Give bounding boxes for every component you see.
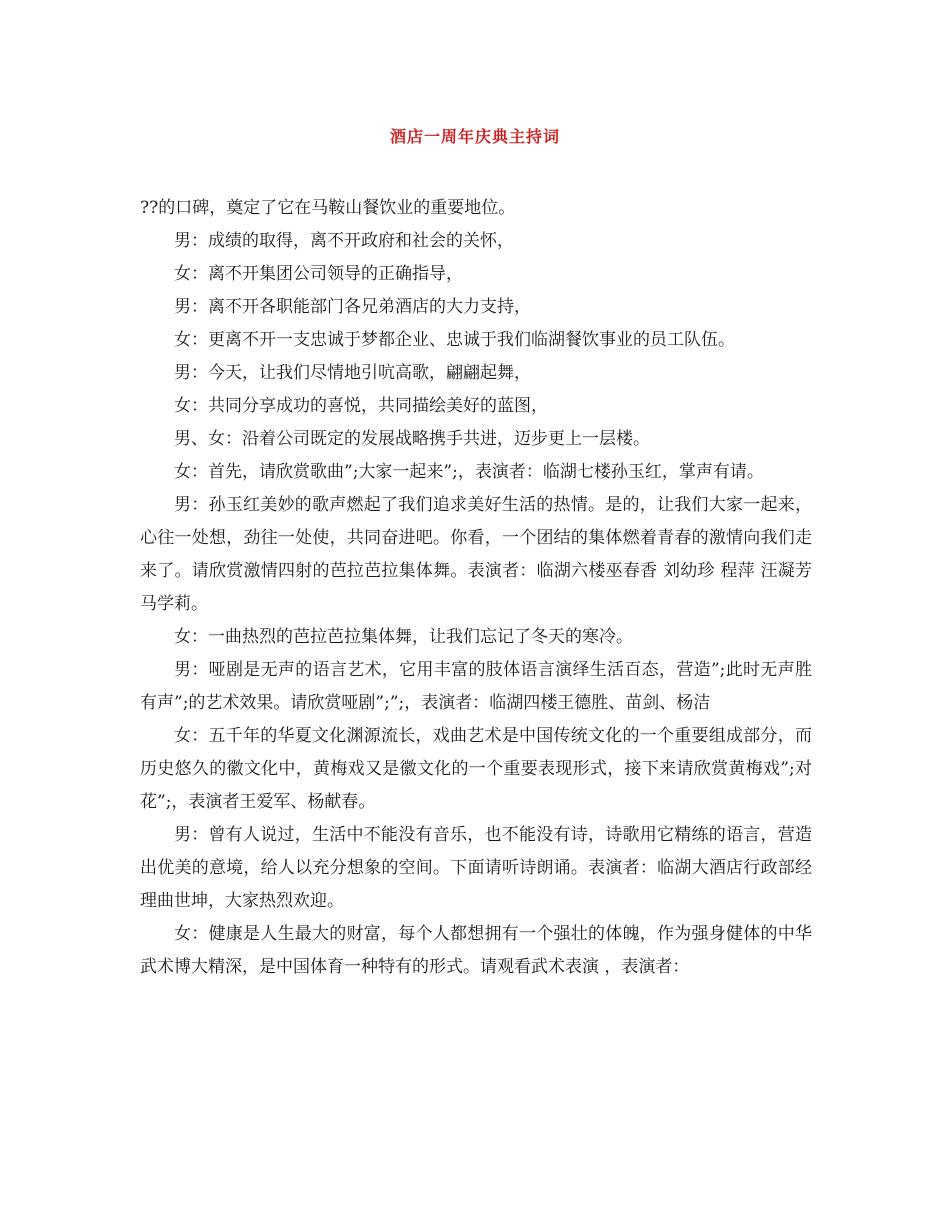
paragraph-15: 女：健康是人生最大的财富，每个人都想拥有一个强壮的体魄，作为强身健体的中华武术博大精深，是中国体育一种特有的形式。请观看武术表演 ，表演者： — [140, 924, 812, 977]
paragraph-1: ??的口碑，奠定了它在马鞍山餐饮业的重要地位。 — [140, 198, 516, 218]
document-title: 酒店一周年庆典主持词 — [389, 127, 560, 146]
paragraph-4: 男：离不开各职能部门各兄弟酒店的大力支持， — [174, 297, 531, 317]
paragraph-11: 女：一曲热烈的芭拉芭拉集体舞，让我们忘记了冬天的寒冷。 — [174, 627, 633, 647]
paragraph-12: 男：哑剧是无声的语言艺术，它用丰富的肢体语言演绎生活百态，营造”;此时无声胜有声”;的艺术效果。请欣赏哑剧”;”;，表演者：临湖四楼王德胜、苗剑、杨洁 — [140, 660, 812, 713]
paragraph-5: 女：更离不开一支忠诚于梦都企业、忠诚于我们临湖餐饮事业的员工队伍。 — [174, 330, 735, 350]
paragraph-13: 女：五千年的华夏文化渊源流长，戏曲艺术是中国传统文化的一个重要组成部分，而历史悠久的徽文化中，黄梅戏又是徽文化的一个重要表现形式，接下来请欣赏黄梅戏”;对花”;，表演者王爱军、杨献春。 — [140, 726, 812, 812]
paragraph-2: 男：成绩的取得，离不开政府和社会的关怀， — [174, 231, 514, 251]
paragraph-10: 男：孙玉红美妙的歌声燃起了我们追求美好生活的热情。是的，让我们大家一起来，心往一处想，劲往一处使，共同奋进吧。你看，一个团结的集体燃着青春的激情向我们走来了。请欣赏激情四射的芭拉芭拉集体舞。表演者：临湖六楼巫春香 刘幼珍 程萍 汪凝芳 马学莉。 — [140, 495, 812, 614]
document-body — [140, 192, 812, 984]
paragraph-14: 男：曾有人说过，生活中不能没有音乐，也不能没有诗，诗歌用它精练的语言，营造出优美的意境，给人以充分想象的空间。下面请听诗朗诵。表演者：临湖大酒店行政部经理曲世坤，大家热烈欢迎。 — [140, 825, 812, 911]
paragraph-7: 女：共同分享成功的喜悦，共同描绘美好的蓝图， — [174, 396, 548, 416]
paragraph-6: 男：今天，让我们尽情地引吭高歌，翩翩起舞， — [174, 363, 531, 383]
paragraph-3: 女：离不开集团公司领导的正确指导， — [174, 264, 463, 284]
paragraph-9: 女：首先，请欣赏歌曲”;大家一起来”;，表演者：临湖七楼孙玉红，掌声有请。 — [174, 462, 764, 482]
paragraph-8: 男、女：沿着公司既定的发展战略携手共进，迈步更上一层楼。 — [174, 429, 650, 449]
